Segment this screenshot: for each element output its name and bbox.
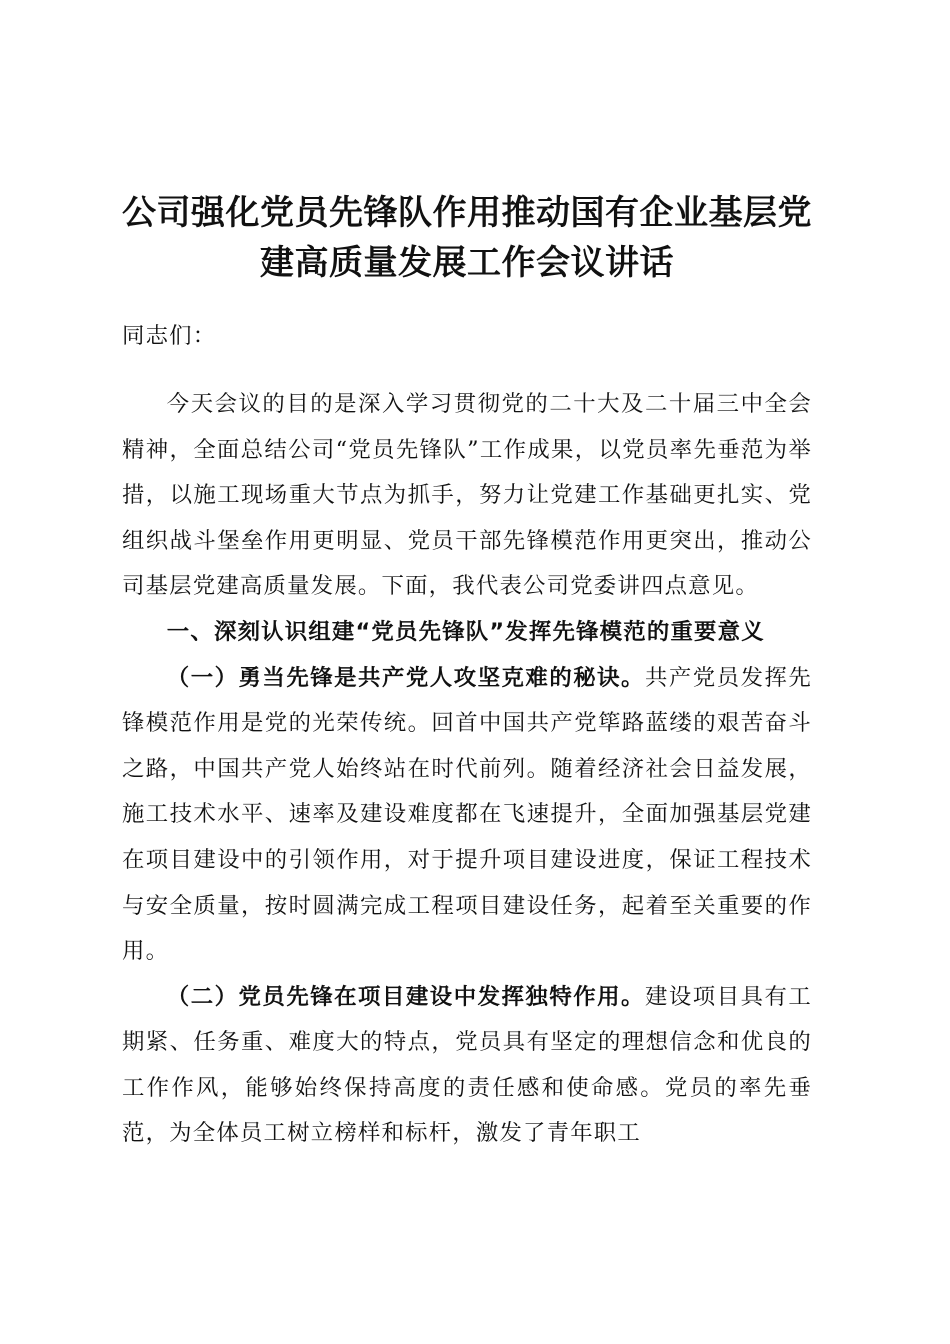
document-title: 公司强化党员先锋队作用推动国有企业基层党建高质量发展工作会议讲话 (122, 193, 812, 283)
subsection-lead-2: （二）党员先锋在项目建设中发挥独特作用。 (166, 983, 645, 1010)
intro-paragraph: 今天会议的目的是深入学习贯彻党的二十大及二十届三中全会精神，全面总结公司“党员先锋队”工作成果，以党员率先垂范为举措，以施工现场重大节点为抓手，努力让党建工作基础更扎实、党组织战斗堡垒作用更明显、党员干部先锋模范作用更突出，推动公司基层党建高质量发展。下面，我代表公司党委讲四点意见。 (122, 390, 812, 600)
subsection-text-1: 共产党员发挥先锋模范作用是党的光荣传统。回首中国共产党筚路蓝缕的艰苦奋斗之路，中国共产党人始终站在时代前列。随着经济社会日益发展，施工技术水平、速率及建设难度都在飞速提升，全面加强基层党建在项目建设中的引领作用，对于提升项目建设进度，保证工程技术与安全质量，按时圆满完成工程项目建设任务，起着至关重要的作用。 (122, 664, 813, 965)
subsection-text-2: 建设项目具有工期紧、任务重、难度大的特点，党员具有坚定的理想信念和优良的工作作风，能够始终保持高度的责任感和使命感。党员的率先垂范，为全体员工树立榜样和标杆，激发了青年职工 (122, 983, 813, 1147)
subsection-paragraph-2 (122, 975, 812, 1157)
section-heading-1: 一、深刻认识组建“党员先锋队”发挥先锋模范的重要意义 (166, 618, 765, 645)
salutation: 同志们： (122, 323, 217, 349)
subsection-lead-1: （一）勇当先锋是共产党人攻坚克难的秘诀。 (166, 664, 645, 691)
subsection-paragraph-1 (122, 656, 812, 975)
document-page (122, 188, 812, 1157)
